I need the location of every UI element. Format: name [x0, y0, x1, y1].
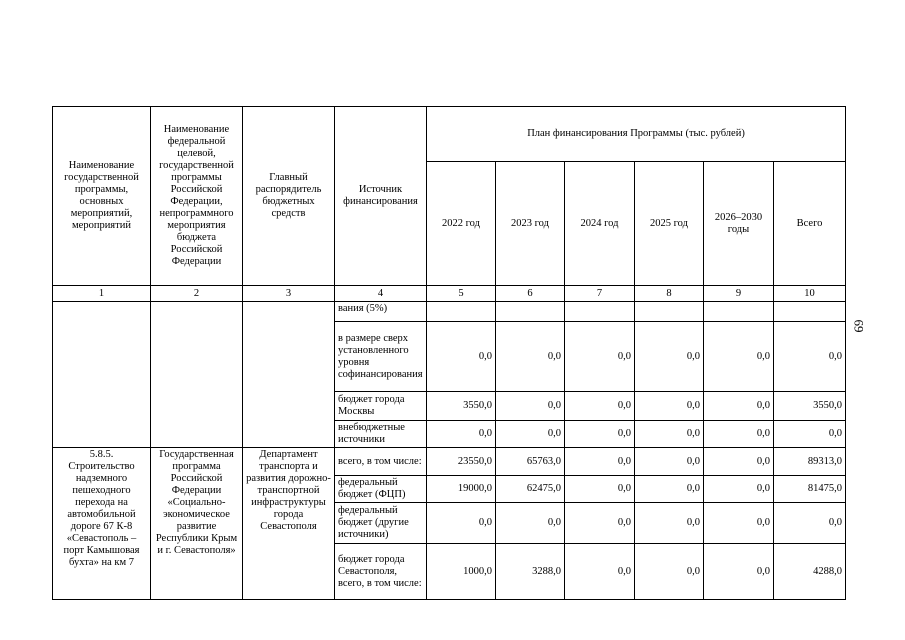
header-distributor: Главный распорядитель бюджетных средств [243, 107, 335, 286]
value-cell: 81475,0 [774, 476, 846, 503]
value-cell: 0,0 [565, 322, 635, 392]
value-cell: 0,0 [635, 503, 704, 544]
value-cell: 0,0 [496, 322, 565, 392]
value-cell: 0,0 [635, 322, 704, 392]
value-cell: 0,0 [427, 421, 496, 448]
value-cell [565, 302, 635, 322]
col-number: 2 [151, 286, 243, 302]
col-number: 6 [496, 286, 565, 302]
value-cell [635, 302, 704, 322]
value-cell: 0,0 [635, 544, 704, 600]
value-cell: 3550,0 [427, 392, 496, 421]
empty-cell [243, 302, 335, 448]
source-cell: всего, в том числе: [335, 448, 427, 476]
value-cell: 0,0 [565, 544, 635, 600]
value-cell: 0,0 [496, 392, 565, 421]
value-cell: 0,0 [496, 421, 565, 448]
source-cell: внебюджетные источники [335, 421, 427, 448]
value-cell: 65763,0 [496, 448, 565, 476]
value-cell: 0,0 [635, 392, 704, 421]
header-program-name: Наименование государственной программы, основных мероприятий, мероприятий [53, 107, 151, 286]
col-number: 7 [565, 286, 635, 302]
financing-table [52, 106, 846, 600]
source-cell: в размере сверх установленного уровня софинансирования [335, 322, 427, 392]
value-cell: 23550,0 [427, 448, 496, 476]
value-cell: 0,0 [635, 476, 704, 503]
value-cell: 0,0 [704, 421, 774, 448]
col-number: 8 [635, 286, 704, 302]
header-year-2026-2030: 2026–2030 годы [704, 162, 774, 286]
col-number: 4 [335, 286, 427, 302]
value-cell: 0,0 [565, 448, 635, 476]
value-cell [427, 302, 496, 322]
header-plan-title: План финансирования Программы (тыс. рублей) [427, 107, 846, 162]
header-source: Источник финансирования [335, 107, 427, 286]
value-cell: 0,0 [704, 476, 774, 503]
item-name: 5.8.5. Строительство надземного пешеходного перехода на автомобильной дороге 67 К-8 «Севастополь – порт Камышовая бухта» на км 7 [53, 448, 151, 600]
value-cell: 0,0 [565, 476, 635, 503]
item-distributor: Департамент транспорта и развития дорожно-транспортной инфраструктуры города Севастополя [243, 448, 335, 600]
value-cell: 62475,0 [496, 476, 565, 503]
value-cell: 0,0 [565, 421, 635, 448]
value-cell: 0,0 [774, 421, 846, 448]
header-year-2023: 2023 год [496, 162, 565, 286]
value-cell: 0,0 [635, 448, 704, 476]
value-cell: 0,0 [704, 322, 774, 392]
value-cell: 4288,0 [774, 544, 846, 600]
value-cell: 0,0 [496, 503, 565, 544]
value-cell: 1000,0 [427, 544, 496, 600]
source-cell: бюджет города Севастополя, всего, в том числе: [335, 544, 427, 600]
page-number: 69 [851, 319, 867, 333]
header-year-2024: 2024 год [565, 162, 635, 286]
value-cell: 0,0 [427, 503, 496, 544]
value-cell: 0,0 [774, 503, 846, 544]
header-federal-program: Наименование федеральной целевой, государственной программы Российской Федерации, непрограммного мероприятия бюджета Российской Федерации [151, 107, 243, 286]
value-cell: 19000,0 [427, 476, 496, 503]
empty-cell [151, 302, 243, 448]
item-program: Государственная программа Российской Федерации «Социально-экономическое развитие Республики Крым и г. Севастополя» [151, 448, 243, 600]
value-cell: 0,0 [427, 322, 496, 392]
value-cell: 0,0 [704, 544, 774, 600]
value-cell: 0,0 [635, 421, 704, 448]
value-cell [774, 302, 846, 322]
value-cell: 89313,0 [774, 448, 846, 476]
header-year-2022: 2022 год [427, 162, 496, 286]
value-cell: 0,0 [774, 322, 846, 392]
value-cell [704, 302, 774, 322]
col-number: 1 [53, 286, 151, 302]
col-number: 9 [704, 286, 774, 302]
value-cell: 0,0 [704, 503, 774, 544]
source-cell: вания (5%) [335, 302, 427, 322]
source-cell: федеральный бюджет (ФЦП) [335, 476, 427, 503]
value-cell: 0,0 [704, 448, 774, 476]
source-cell: федеральный бюджет (другие источники) [335, 503, 427, 544]
source-cell: бюджет города Москвы [335, 392, 427, 421]
empty-cell [53, 302, 151, 448]
value-cell: 0,0 [565, 503, 635, 544]
header-year-2025: 2025 год [635, 162, 704, 286]
col-number: 5 [427, 286, 496, 302]
value-cell [496, 302, 565, 322]
value-cell: 3550,0 [774, 392, 846, 421]
col-number: 10 [774, 286, 846, 302]
header-total: Всего [774, 162, 846, 286]
col-number: 3 [243, 286, 335, 302]
value-cell: 0,0 [565, 392, 635, 421]
value-cell: 0,0 [704, 392, 774, 421]
value-cell: 3288,0 [496, 544, 565, 600]
